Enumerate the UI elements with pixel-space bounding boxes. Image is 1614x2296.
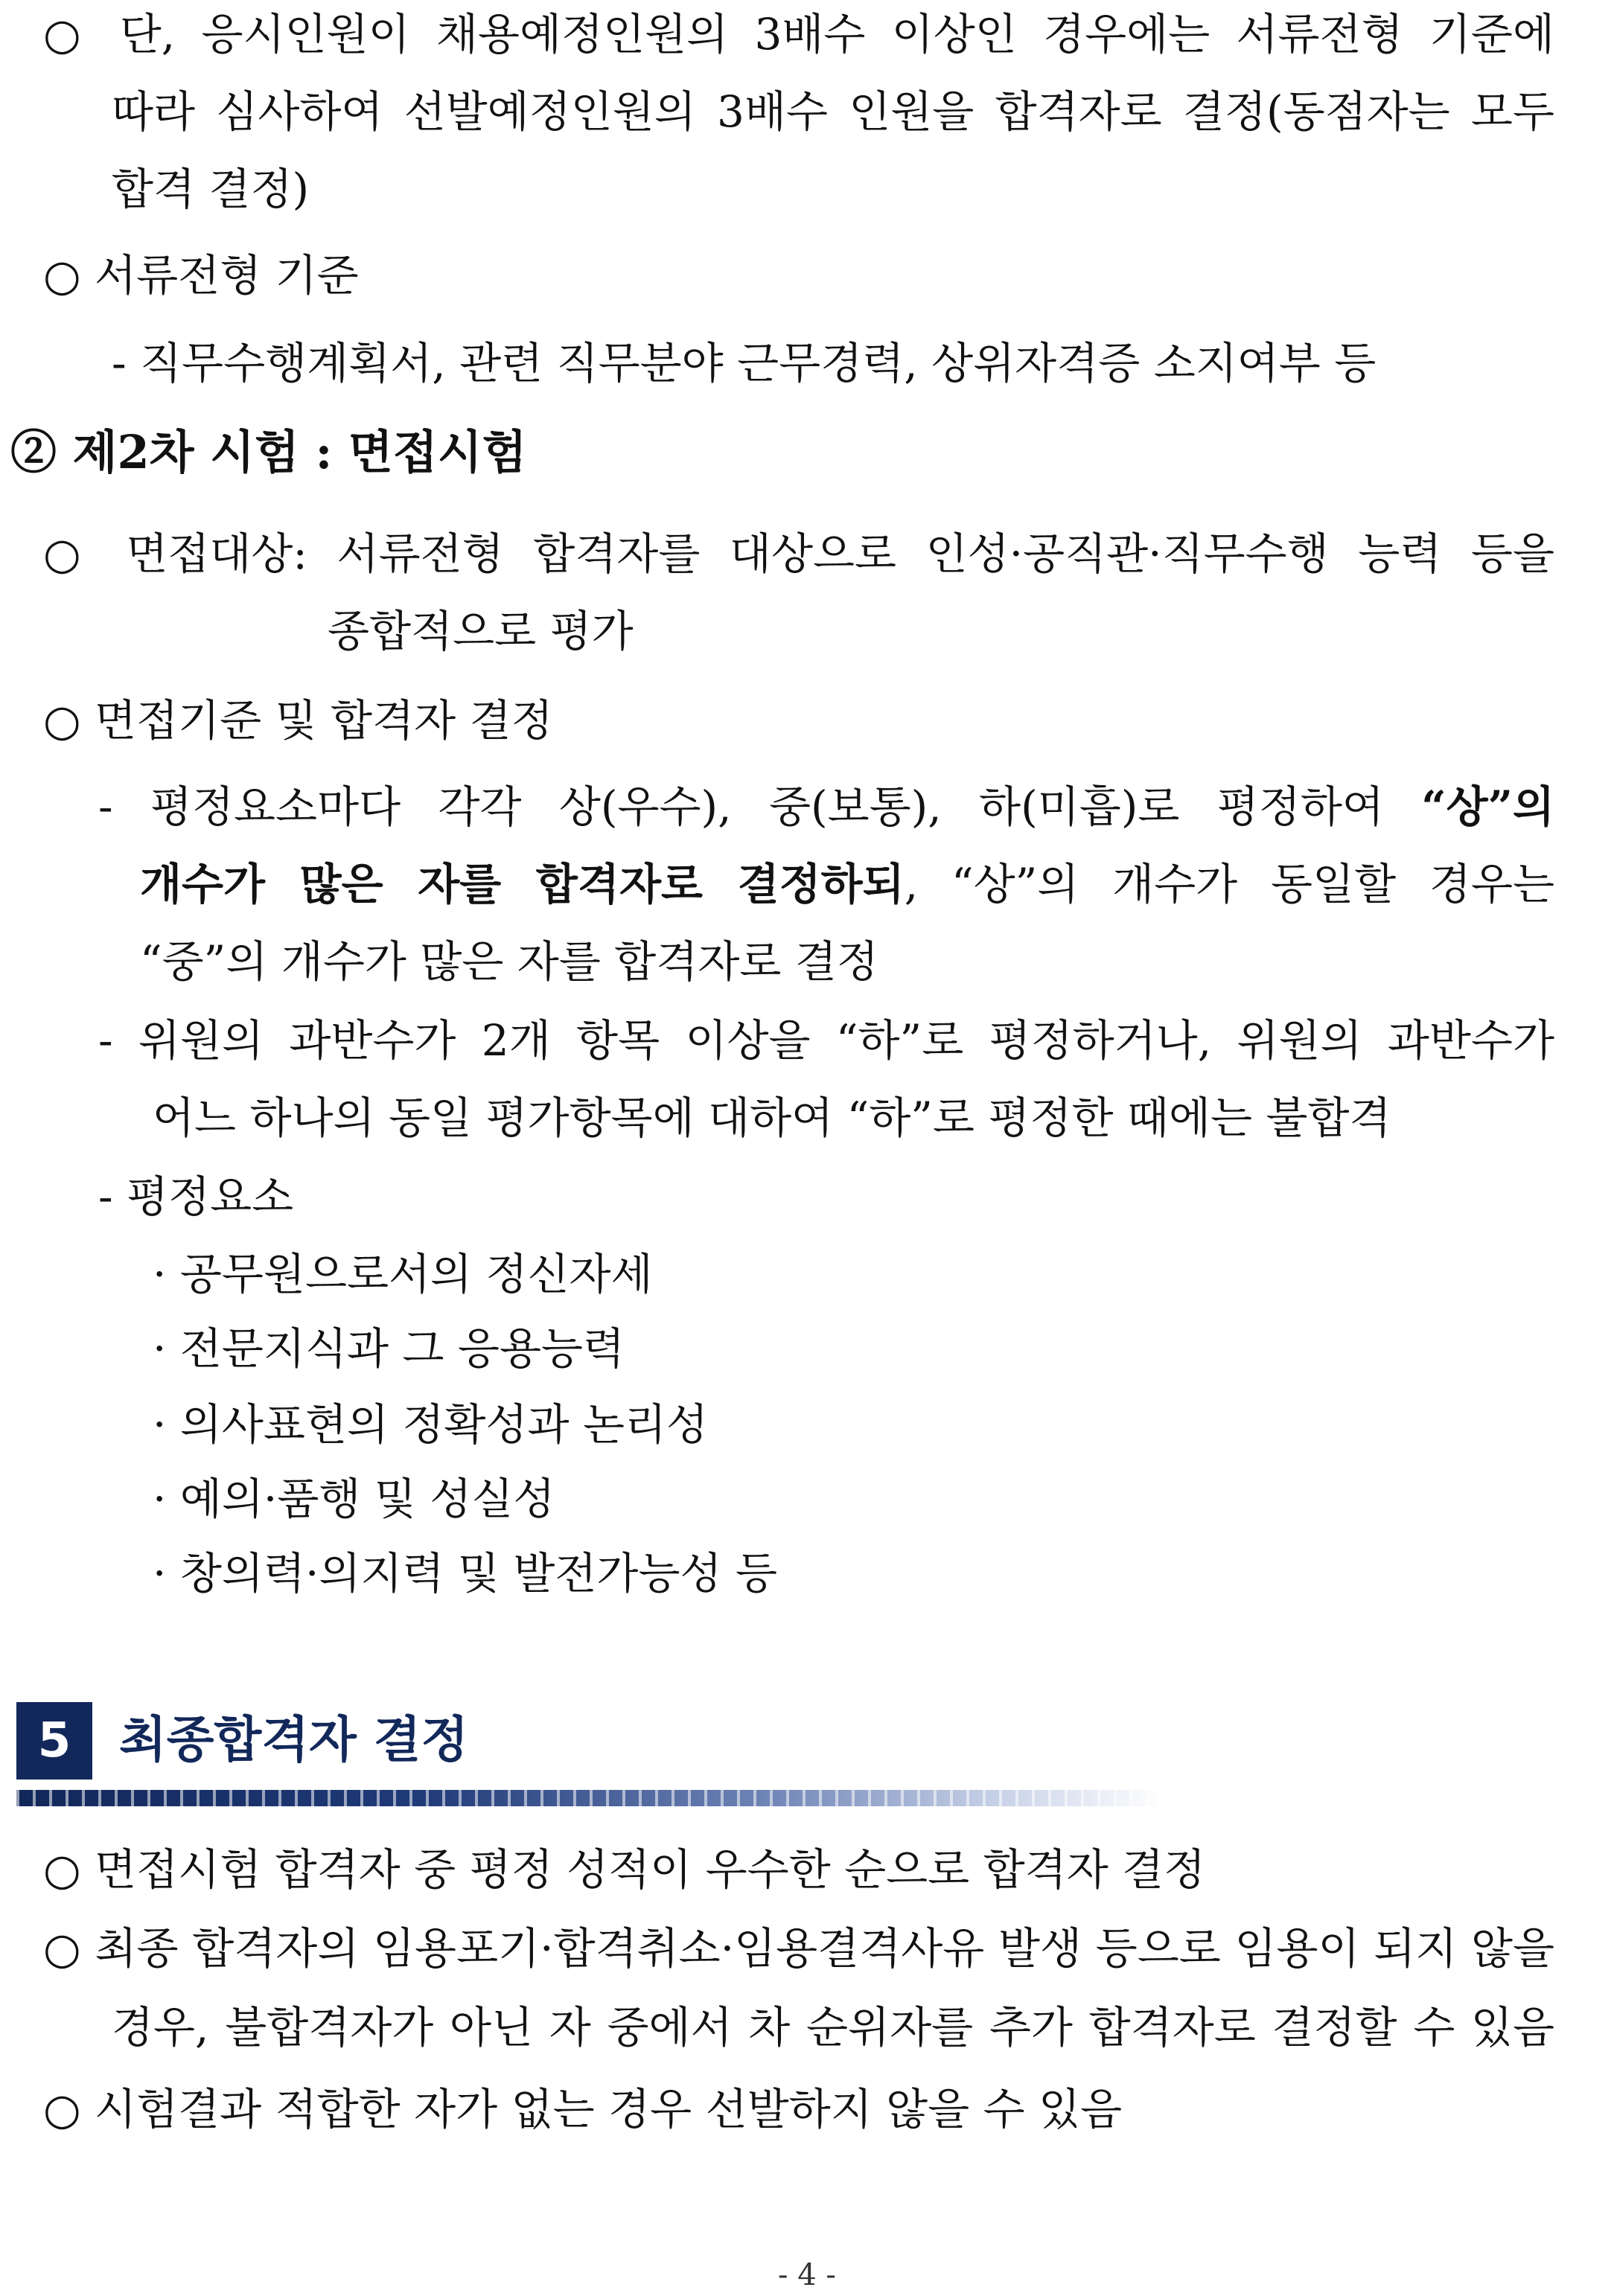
bullet-document-criteria: ○ 서류전형 기준 xyxy=(43,250,359,301)
element-item: · 의사표현의 정확성과 논리성 xyxy=(153,1399,709,1450)
final-item3: ○ 시험결과 적합한 자가 없는 경우 선발하지 않을 수 있음 xyxy=(43,2084,1123,2134)
criteria1-line2-bold: 개수가 많은 자를 합격자로 결정하되 xyxy=(140,859,905,909)
interview-target-line1: ○ 면접대상: 서류전형 합격자를 대상으로 인성·공직관·직무수행 능력 등을 xyxy=(43,528,1554,579)
document-criteria-detail: - 직무수행계획서, 관련 직무분야 근무경력, 상위자격증 소지여부 등 xyxy=(112,338,1377,388)
element-item: · 예의·품행 및 성실성 xyxy=(153,1474,555,1524)
criteria1-line1-text: - 평정요소마다 각각 상(우수), 중(보통), 하(미흡)로 평정하여 xyxy=(98,781,1422,832)
criteria1-line2 xyxy=(140,856,1554,912)
elements-heading: - 평정요소 xyxy=(98,1171,294,1222)
criteria2-line2: 어느 하나의 동일 평가항목에 대하여 “하”로 평정한 때에는 불합격 xyxy=(153,1093,1391,1143)
criteria1-line2-text: , “상”의 개수가 동일할 경우는 xyxy=(904,859,1554,909)
bullet-tiebreak-line2: 따라 심사하여 선발예정인원의 3배수 인원을 합격자로 결정(동점자는 모두 xyxy=(112,86,1554,137)
criteria2-line1: - 위원의 과반수가 2개 항목 이상을 “하”로 평정하거나, 위원의 과반수가 xyxy=(98,1015,1554,1066)
section-divider-bar xyxy=(16,1790,1163,1806)
interview-target-line2: 종합적으로 평가 xyxy=(328,606,634,656)
element-item: · 창의력·의지력 및 발전가능성 등 xyxy=(153,1548,777,1599)
bullet-tiebreak-line3: 합격 결정) xyxy=(112,164,310,214)
section-number-badge: 5 xyxy=(16,1702,92,1779)
element-item: · 공무원으로서의 정신자세 xyxy=(153,1249,653,1299)
criteria1-line1-bold: “상”의 xyxy=(1421,781,1554,832)
section-title: 최종합격자 결정 xyxy=(119,1711,469,1768)
final-item2-line2: 경우, 불합격자가 아닌 자 중에서 차 순위자를 추가 합격자로 결정할 수 있음 xyxy=(112,2002,1554,2053)
bullet-tiebreak-line1: ○ 단, 응시인원이 채용예정인원의 3배수 이상인 경우에는 서류전형 기준에 xyxy=(43,9,1554,60)
final-item1: ○ 면접시험 합격자 중 평정 성적이 우수한 순으로 합격자 결정 xyxy=(43,1844,1206,1895)
exam2-heading: ② 제2차 시험 : 면접시험 xyxy=(10,425,527,479)
element-item: · 전문지식과 그 응용능력 xyxy=(153,1323,625,1374)
interview-criteria-heading: ○ 면접기준 및 합격자 결정 xyxy=(43,695,553,746)
criteria1-line1 xyxy=(98,778,1554,835)
final-item2-line1: ○ 최종 합격자의 임용포기·합격취소·임용결격사유 발생 등으로 임용이 되지 않을 xyxy=(43,1923,1554,1974)
page-number: - 4 - xyxy=(778,2258,836,2292)
criteria1-line3: “중”의 개수가 많은 자를 합격자로 결정 xyxy=(140,936,878,987)
